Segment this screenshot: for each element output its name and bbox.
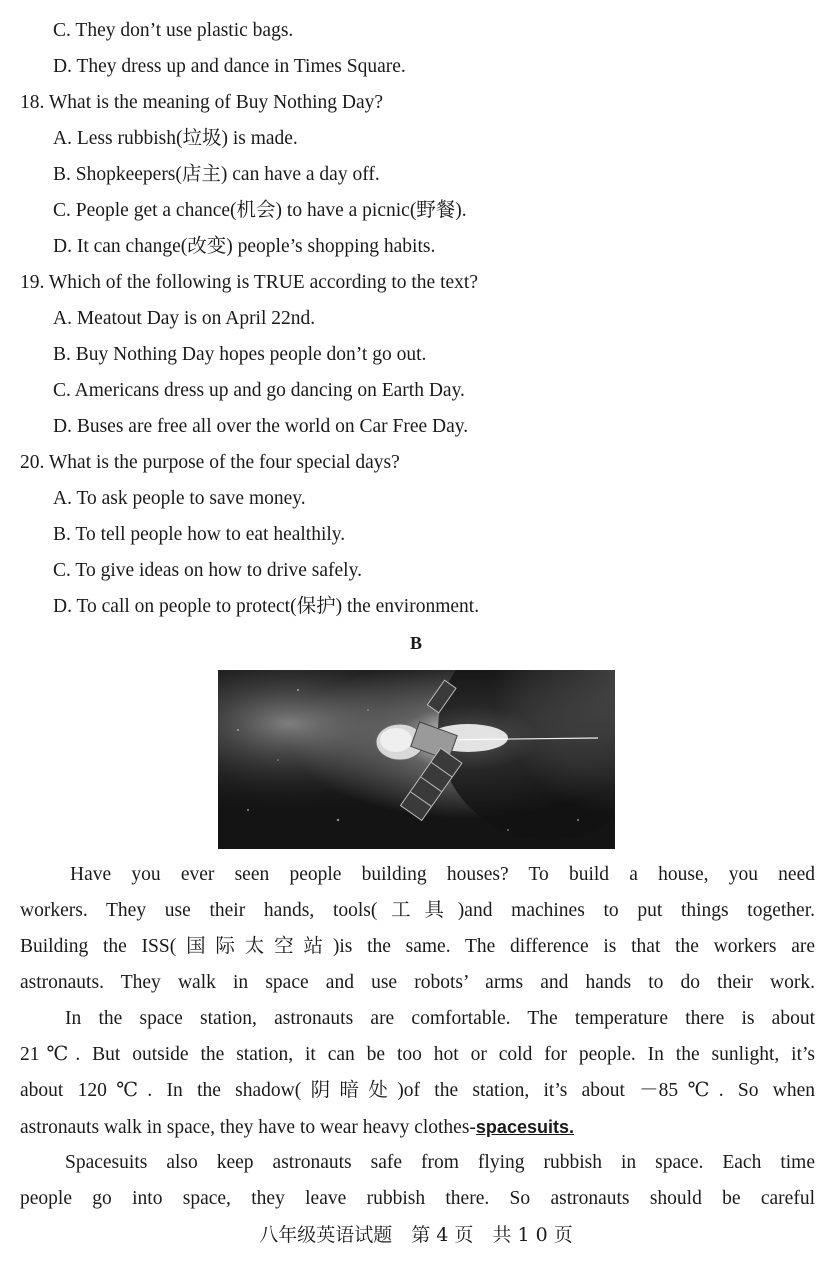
q18-option-a: A. Less rubbish(垃圾) is made. bbox=[53, 128, 298, 149]
passage-line-9: Spacesuits also keep astronauts safe from flying rubbish in space. Each time bbox=[65, 1152, 815, 1173]
question-20-stem: 20. What is the purpose of the four special days? bbox=[20, 452, 400, 473]
q18-option-b: B. Shopkeepers(店主) can have a day off. bbox=[53, 164, 380, 185]
passage-line-2: workers. They use their hands, tools(工具)and machines to put things together. bbox=[20, 900, 815, 921]
passage-line-7: about 120℃. In the shadow(阴暗处)of the station, it’s about －85℃. So when bbox=[20, 1080, 815, 1101]
satellite-image bbox=[218, 670, 615, 849]
q20-option-b: B. To tell people how to eat healthily. bbox=[53, 524, 346, 545]
passage-line-10: people go into space, they leave rubbish there. So astronauts should be careful bbox=[20, 1188, 815, 1209]
question-19-stem: 19. Which of the following is TRUE according to the text? bbox=[20, 272, 478, 293]
passage-line-5: In the space station, astronauts are comfortable. The temperature there is about bbox=[65, 1008, 815, 1029]
q20-option-c: C. To give ideas on how to drive safely. bbox=[53, 560, 362, 581]
q20-option-d: D. To call on people to protect(保护) the environment. bbox=[53, 596, 480, 617]
passage-line-6: 21℃. But outside the station, it can be too hot or cold for people. In the sunlight, it’s bbox=[20, 1044, 815, 1065]
passage-line-4: astronauts. They walk in space and use robots’ arms and hands to do their work. bbox=[20, 972, 815, 993]
q18-option-c: C. People get a chance(机会) to have a picnic(野餐). bbox=[53, 200, 467, 221]
q19-option-a: A. Meatout Day is on April 22nd. bbox=[53, 308, 316, 329]
q20-option-a: A. To ask people to save money. bbox=[53, 488, 306, 509]
section-b-label: B bbox=[409, 633, 422, 653]
q19-option-b: B. Buy Nothing Day hopes people don’t go out. bbox=[53, 344, 427, 365]
q19-option-d: D. Buses are free all over the world on Car Free Day. bbox=[53, 416, 469, 437]
passage-line-1: Have you ever seen people building houses? To build a house, you need bbox=[70, 864, 815, 885]
highlight-word-spacesuits: spacesuits. bbox=[475, 1117, 574, 1137]
passage-line-3: Building the ISS(国际太空站)is the same. The difference is that the workers are bbox=[20, 936, 815, 957]
passage-line-8 bbox=[20, 1109, 815, 1146]
page-footer: 八年级英语试题 第 4 页 共 1 0 页 bbox=[259, 1224, 573, 1246]
question-18-stem: 18. What is the meaning of Buy Nothing Day? bbox=[20, 92, 384, 113]
q17-option-c: C. They don’t use plastic bags. bbox=[53, 20, 294, 41]
passage-line-8-text: astronauts walk in space, they have to wear heavy clothes- bbox=[20, 1117, 476, 1138]
q17-option-d: D. They dress up and dance in Times Square. bbox=[53, 56, 406, 77]
q18-option-d: D. It can change(改变) people’s shopping habits. bbox=[53, 236, 436, 257]
q19-option-c: C. Americans dress up and go dancing on Earth Day. bbox=[53, 380, 465, 401]
